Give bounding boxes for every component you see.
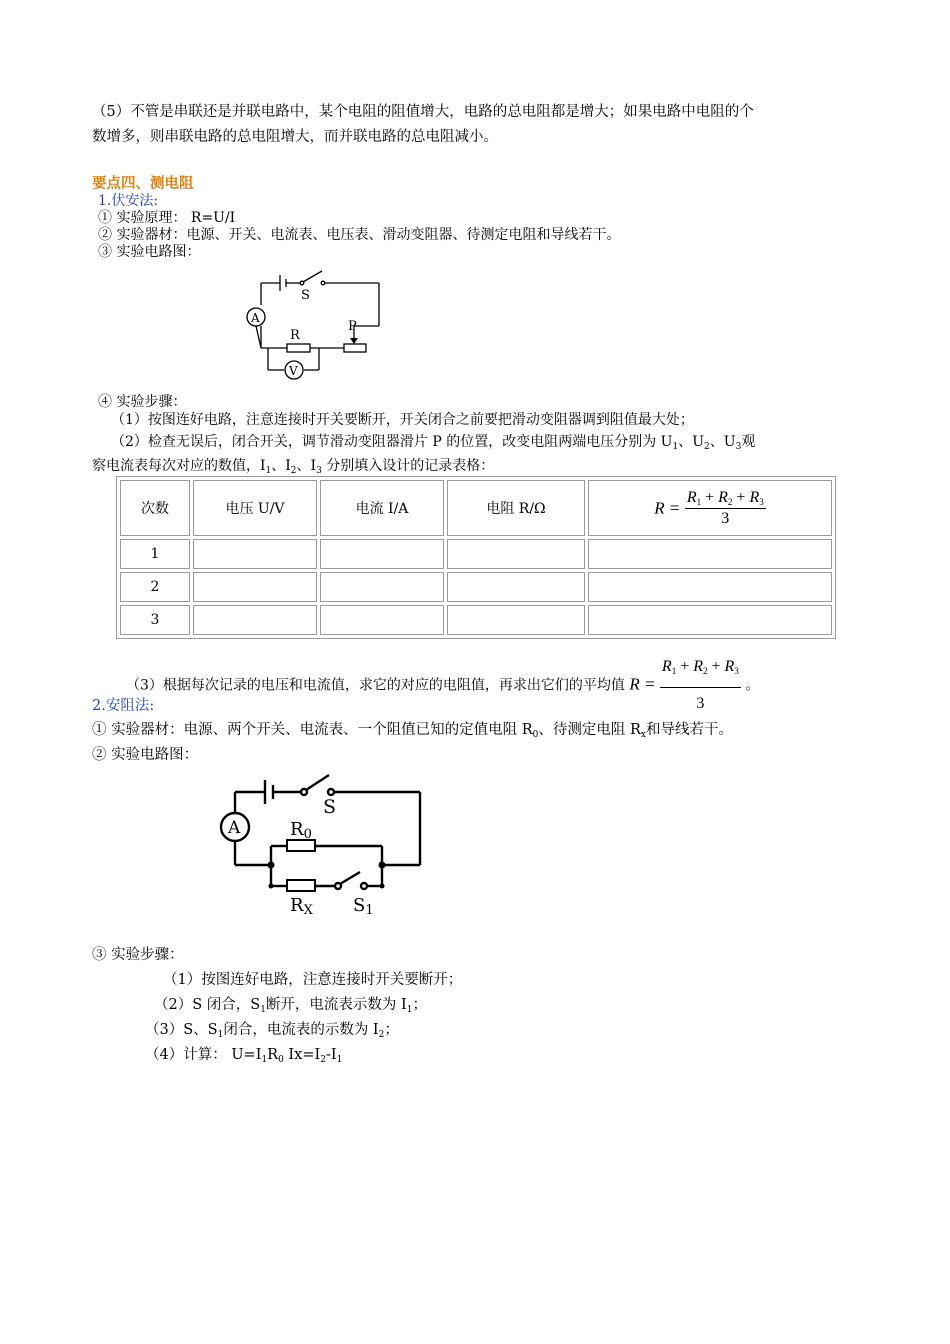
header-resistance: 电阻 R/Ω [447, 480, 585, 536]
header-voltage: 电压 U/V [193, 480, 317, 536]
method1-principle: ① 实验原理： R=U/I [98, 210, 236, 226]
method1-step-2-line-1: （2）检查无误后，闭合开关，调节滑动变阻器滑片 P 的位置，改变电阻两端电压分别为 $U_1$、$U_2$、$U_3$观 [111, 434, 756, 452]
header-average-formula: R = $\frac{R_1 + R_2 + R_3}{3}$ [588, 480, 832, 536]
resistance-cell [447, 572, 585, 602]
method2-step-3: （3）S、$S_1$闭合，电流表的示数为 $I_2$； [145, 1022, 399, 1040]
average-cell [588, 539, 832, 569]
row-number: 2 [120, 572, 190, 602]
current-cell [320, 539, 444, 569]
header-current: 电流 I/A [320, 480, 444, 536]
average-cell [588, 572, 832, 602]
method1-step-3: （3）根据每次记录的电压和电流值，求它的对应的电阻值，再求出它们的平均值 R = $\frac{R_1 + R_2 + R_3}{3}$ 。 [126, 652, 759, 719]
header-count: 次数 [120, 480, 190, 536]
method2-diagram-label: ② 实验电路图： [92, 747, 199, 763]
step3-average-fraction: $\frac{R_1 + R_2 + R_3}{3}$ [660, 652, 741, 719]
method2-step-1: （1）按图连好电路，注意连接时开关要断开； [163, 972, 463, 988]
voltage-cell [193, 572, 317, 602]
resistance-cell [447, 605, 585, 635]
method1-title: 1.伏安法: [98, 193, 159, 209]
method2-title: 2.安阻法: [92, 698, 155, 714]
table-header-row [120, 480, 832, 536]
row-number: 3 [120, 605, 190, 635]
voltmeter-v-label: V [289, 364, 298, 378]
method2-equipment: ① 实验器材：电源、两个开关、电流表、一个阻值已知的定值电阻 $R_0$、待测定电阻 $R_x$和导线若干。 [92, 722, 733, 740]
table-row [120, 572, 832, 602]
average-cell [588, 605, 832, 635]
switch-s-label: S [301, 288, 310, 303]
voltage-cell [193, 539, 317, 569]
method1-diagram-label: ③ 实验电路图： [98, 244, 201, 260]
method1-step-2-line-2: 察电流表每次对应的数值，$I_1$、$I_2$、$I_3$ 分别填入设计的记录表格： [92, 458, 495, 476]
s1-label: S1 [353, 895, 374, 918]
record-table [116, 476, 836, 639]
table-row [120, 539, 832, 569]
intro-line-2: 数增多，则串联电路的总电阻增大，而并联电路的总电阻减小。 [92, 129, 498, 145]
r0-label: R0 [290, 819, 312, 842]
rx-label: RX [290, 895, 313, 918]
intro-line-1: （5）不管是串联还是并联电路中，某个电阻的阻值增大，电路的总电阻都是增大；如果电路中电阻的个 [92, 104, 754, 120]
table-row [120, 605, 832, 635]
switch-s-label: S [323, 796, 337, 818]
average-fraction: $\frac{R_1 + R_2 + R_3}{3}$ [686, 488, 764, 527]
method1-step-1: （1）按图连好电路，注意连接时开关要断开，开关闭合之前要把滑动变阻器调到阻值最大处； [111, 412, 694, 428]
method2-steps-label: ③ 实验步骤： [92, 947, 184, 963]
resistance-cell [447, 539, 585, 569]
method1-steps-label: ④ 实验步骤： [98, 394, 187, 410]
ammeter-a-label: A [228, 818, 241, 838]
row-number: 1 [120, 539, 190, 569]
voltammeter-circuit-diagram [240, 262, 390, 384]
method2-step-2: （2）S 闭合，$S_1$断开，电流表示数为 $I_1$； [154, 997, 428, 1015]
ammeter-resistor-circuit-diagram [215, 770, 430, 920]
voltage-cell [193, 605, 317, 635]
method2-step-4: （4）计算： $U=I_1R_0$ $Ix=I_2-I_1$ [145, 1047, 343, 1065]
section-title: 要点四、测电阻 [92, 175, 194, 192]
slider-p-label: P [348, 319, 357, 334]
resistor-r-label: R [290, 328, 300, 343]
method1-equipment: ② 实验器材：电源、开关、电流表、电压表、滑动变阻器、待测定电阻和导线若干。 [98, 227, 621, 243]
record-table-wrapper [116, 476, 836, 639]
current-cell [320, 605, 444, 635]
ammeter-a-label: A [251, 311, 260, 325]
current-cell [320, 572, 444, 602]
